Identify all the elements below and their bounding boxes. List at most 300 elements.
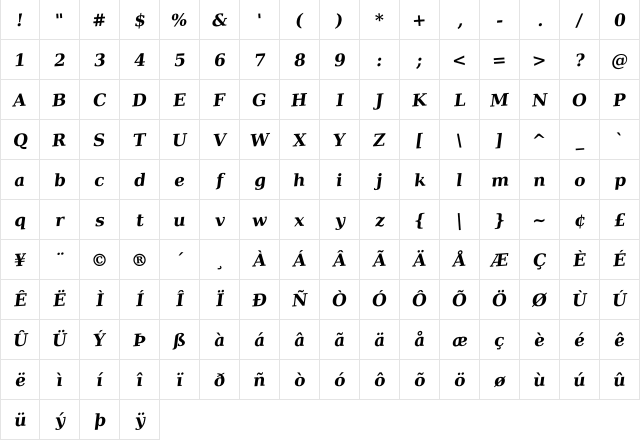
glyph: ´ [174,250,185,272]
glyph-cell [400,40,440,80]
glyph-cell [0,120,40,160]
glyph: r [54,210,65,232]
glyph-cell [120,200,160,240]
glyph-cell [40,400,80,440]
glyph-cell [280,360,320,400]
glyph-cell [560,80,600,120]
glyph: Æ [490,250,510,272]
glyph-cell [240,40,280,80]
glyph: É [612,250,627,272]
glyph-cell [480,280,520,320]
glyph: # [91,10,108,32]
glyph: o [573,170,586,192]
glyph-cell [600,40,640,80]
glyph-cell [80,280,120,320]
glyph: ` [614,130,625,152]
glyph: V [212,130,227,152]
glyph: Å [452,250,467,272]
glyph: Ò [331,290,348,312]
glyph-cell [280,200,320,240]
glyph: F [212,90,227,112]
glyph: c [93,170,106,192]
glyph: á [253,330,266,352]
glyph: I [334,90,345,112]
glyph: Y [332,130,347,152]
glyph: ( [294,10,305,32]
glyph-cell [120,40,160,80]
glyph-cell [320,280,360,320]
glyph-cell [280,160,320,200]
glyph: ¥ [13,250,27,272]
glyph-cell [480,320,520,360]
glyph-cell [80,240,120,280]
glyph-cell [200,0,240,40]
glyph: Ö [491,290,508,312]
glyph-cell [320,40,360,80]
glyph: + [411,10,428,32]
glyph: T [132,130,147,152]
glyph-cell [120,240,160,280]
glyph-cell [240,120,280,160]
glyph: @ [610,50,629,72]
glyph-cell [120,120,160,160]
glyph-cell [560,280,600,320]
glyph: N [531,90,549,112]
glyph: z [374,210,386,232]
glyph-cell [560,40,600,80]
glyph: ù [532,370,547,392]
glyph: - [495,10,504,32]
glyph: 7 [252,50,267,72]
glyph: ; [415,50,424,72]
glyph-cell [200,240,240,280]
glyph: , [455,10,464,32]
glyph: < [451,50,468,72]
glyph: Ï [214,290,225,312]
glyph: ÿ [133,410,146,432]
glyph-cell [200,280,240,320]
glyph: Ù [571,290,588,312]
glyph-cell [520,0,560,40]
glyph: \ [455,130,464,152]
glyph-cell [520,120,560,160]
glyph: ® [130,250,149,272]
glyph: ^ [531,130,548,152]
glyph: ö [453,370,466,392]
glyph-cell [40,160,80,200]
glyph-cell [320,160,360,200]
glyph-cell [160,120,200,160]
glyph: t [134,210,145,232]
glyph-cell [480,120,520,160]
glyph-cell [360,200,400,240]
glyph: > [531,50,548,72]
glyph-cell [600,80,640,120]
glyph: 3 [92,50,107,72]
glyph: k [413,170,427,192]
glyph-cell [0,280,40,320]
glyph-cell [200,360,240,400]
glyph-cell [600,160,640,200]
glyph: 9 [332,50,347,72]
glyph: Ü [51,330,68,352]
glyph: s [94,210,106,232]
glyph-row [0,0,640,40]
glyph-cell [240,320,280,360]
glyph-cell [120,320,160,360]
glyph: ¨ [54,250,65,272]
glyph: m [489,170,510,192]
glyph-cell [520,40,560,80]
glyph-row [0,280,640,320]
glyph-cell [480,200,520,240]
glyph-cell [440,80,480,120]
glyph-row [0,160,640,200]
glyph-row [0,120,640,160]
glyph-cell [480,240,520,280]
glyph-cell [440,200,480,240]
glyph-cell [520,280,560,320]
glyph-cell [120,280,160,320]
glyph-cell [80,400,120,440]
glyph: [ [414,130,425,152]
glyph-cell [480,40,520,80]
glyph: ü [13,410,27,432]
glyph: ~ [531,210,548,232]
glyph: À [252,250,267,272]
glyph: ú [572,370,587,392]
glyph: Ô [411,290,428,312]
glyph-cell [440,360,480,400]
glyph-cell [80,80,120,120]
glyph: x [293,210,306,232]
glyph-row [0,80,640,120]
glyph-cell [0,40,40,80]
glyph-cell [80,160,120,200]
glyph: M [489,90,510,112]
glyph: ô [373,370,386,392]
glyph: P [612,90,627,112]
glyph: W [249,130,270,152]
glyph-cell [440,320,480,360]
glyph-cell [80,320,120,360]
glyph: S [92,130,107,152]
glyph: ë [13,370,27,392]
glyph: ñ [252,370,267,392]
glyph-cell [320,120,360,160]
glyph-cell [0,320,40,360]
glyph-cell [240,280,280,320]
glyph: v [213,210,226,232]
glyph-cell [560,360,600,400]
glyph: Û [12,330,29,352]
glyph: © [90,250,109,272]
glyph-cell [0,360,40,400]
glyph: K [411,90,428,112]
glyph: â [293,330,306,352]
glyph: 5 [172,50,187,72]
glyph-cell [480,0,520,40]
glyph: å [413,330,426,352]
glyph-cell [240,360,280,400]
glyph-cell [160,200,200,240]
glyph: p [612,170,627,192]
glyph: î [135,370,144,392]
glyph: ¸ [214,250,225,272]
glyph: à [213,330,226,352]
glyph-cell [120,80,160,120]
glyph-cell [240,80,280,120]
glyph: Í [134,290,145,312]
glyph-cell [520,240,560,280]
glyph-cell [240,240,280,280]
glyph: H [290,90,309,112]
glyph-cell [600,200,640,240]
glyph-cell [160,240,200,280]
glyph-cell [520,320,560,360]
glyph: * [374,10,385,32]
glyph: Ì [94,290,105,312]
glyph: 1 [13,50,27,72]
glyph-cell [440,240,480,280]
glyph-cell [40,120,80,160]
glyph: ã [333,330,346,352]
glyph-cell [0,400,40,440]
glyph-cell [40,280,80,320]
glyph: Q [12,130,29,152]
glyph-cell [360,360,400,400]
glyph-cell [80,40,120,80]
glyph-cell [320,240,360,280]
glyph-cell [200,80,240,120]
glyph: Ð [251,290,268,312]
glyph: Ê [12,290,28,312]
glyph: X [292,130,307,152]
glyph-cell [400,80,440,120]
glyph: O [571,90,588,112]
glyph: Î [174,290,185,312]
glyph-cell [600,360,640,400]
glyph: G [251,90,268,112]
glyph: ð [213,370,226,392]
glyph: / [575,10,584,32]
glyph-cell [440,0,480,40]
glyph: ? [573,50,586,72]
glyph-cell [120,0,160,40]
glyph-cell [40,80,80,120]
glyph-row [0,400,640,440]
glyph: Õ [451,290,468,312]
glyph-cell [360,160,400,200]
glyph: Ø [531,290,548,312]
glyph-cell [600,280,640,320]
glyph-cell [560,240,600,280]
glyph-cell [160,320,200,360]
glyph: 2 [52,50,67,72]
glyph-cell [40,0,80,40]
glyph-cell [400,360,440,400]
glyph-cell [200,160,240,200]
glyph-cell [200,200,240,240]
glyph: e [173,170,186,192]
glyph-cell [400,120,440,160]
glyph: u [172,210,187,232]
glyph: q [13,210,27,232]
glyph-cell [520,360,560,400]
glyph: ' [256,10,263,32]
glyph: a [13,170,27,192]
glyph-cell [0,80,40,120]
glyph-cell [560,320,600,360]
glyph: D [131,90,148,112]
glyph-cell [360,40,400,80]
glyph-cell [320,360,360,400]
glyph-cell [360,80,400,120]
glyph: E [172,90,187,112]
glyph-cell [160,360,200,400]
glyph-cell [200,320,240,360]
glyph: ø [493,370,506,392]
glyph-cell [480,160,520,200]
glyph-cell [400,160,440,200]
glyph: Â [332,250,347,272]
glyph-cell [160,0,200,40]
glyph: ï [175,370,184,392]
glyph-cell [520,160,560,200]
glyph: f [215,170,224,192]
glyph: õ [413,370,426,392]
glyph: U [171,130,188,152]
glyph: é [573,330,586,352]
glyph: C [92,90,108,112]
glyph: Z [372,130,387,152]
glyph: $ [132,10,147,32]
glyph: í [95,370,104,392]
glyph: R [51,130,68,152]
glyph: " [54,10,65,32]
glyph: d [132,170,147,192]
glyph-cell [80,0,120,40]
glyph: L [452,90,467,112]
glyph-cell [440,120,480,160]
glyph: ä [373,330,386,352]
glyph-cell [600,320,640,360]
glyph-cell [600,0,640,40]
glyph-cell [200,40,240,80]
glyph: ! [15,10,25,32]
glyph-cell [400,200,440,240]
glyph: ] [494,130,505,152]
glyph-cell [400,0,440,40]
glyph: è [533,330,546,352]
glyph: } [493,210,506,232]
glyph: ê [613,330,626,352]
glyph-cell [320,320,360,360]
glyph: 0 [612,10,627,32]
glyph: w [251,210,268,232]
glyph-cell [320,0,360,40]
glyph-cell [160,160,200,200]
glyph-cell [120,160,160,200]
glyph-cell [0,200,40,240]
glyph: B [51,90,68,112]
glyph-cell [80,200,120,240]
glyph: y [333,210,346,232]
glyph: i [335,170,344,192]
glyph: & [211,10,228,32]
glyph-cell [520,80,560,120]
glyph: ì [55,370,64,392]
glyph: ý [53,410,66,432]
glyph-cell [320,80,360,120]
glyph-cell [440,160,480,200]
glyph: Ý [92,330,107,352]
glyph: 8 [292,50,307,72]
glyph: | [455,210,464,232]
glyph: Ó [371,290,388,312]
glyph-row [0,360,640,400]
glyph-cell [80,360,120,400]
glyph-cell [280,240,320,280]
glyph: Þ [132,330,147,352]
glyph-cell [280,280,320,320]
glyph-cell [480,360,520,400]
glyph: Ç [532,250,548,272]
glyph: J [374,90,385,112]
glyph: Ã [372,250,387,272]
glyph-cell [40,240,80,280]
glyph-row [0,320,640,360]
glyph: % [170,10,189,32]
glyph: ) [334,10,345,32]
glyph-cell [40,360,80,400]
glyph-cell [160,40,200,80]
glyph-cell [0,0,40,40]
glyph-cell [40,40,80,80]
glyph: ç [493,330,506,352]
glyph-cell [80,120,120,160]
glyph: n [532,170,547,192]
glyph: ó [333,370,346,392]
glyph-cell [200,120,240,160]
glyph-cell [160,280,200,320]
glyph-cell [400,240,440,280]
glyph-cell [520,200,560,240]
glyph: _ [574,130,585,152]
glyph-cell [40,320,80,360]
glyph: b [52,170,67,192]
glyph: = [491,50,508,72]
glyph: Ñ [291,290,309,312]
glyph-cell [600,120,640,160]
glyph-cell [240,160,280,200]
glyph: Ä [412,250,427,272]
glyph: 6 [212,50,227,72]
glyph-cell [560,160,600,200]
glyph-cell [0,160,40,200]
glyph-cell [560,200,600,240]
glyph-cell [40,200,80,240]
glyph-cell [240,200,280,240]
glyph-cell [360,240,400,280]
glyph-cell [120,360,160,400]
glyph: æ [451,330,469,352]
glyph: 4 [132,50,147,72]
glyph-cell [360,320,400,360]
glyph-cell [360,280,400,320]
glyph-row [0,240,640,280]
glyph: £ [612,210,627,232]
